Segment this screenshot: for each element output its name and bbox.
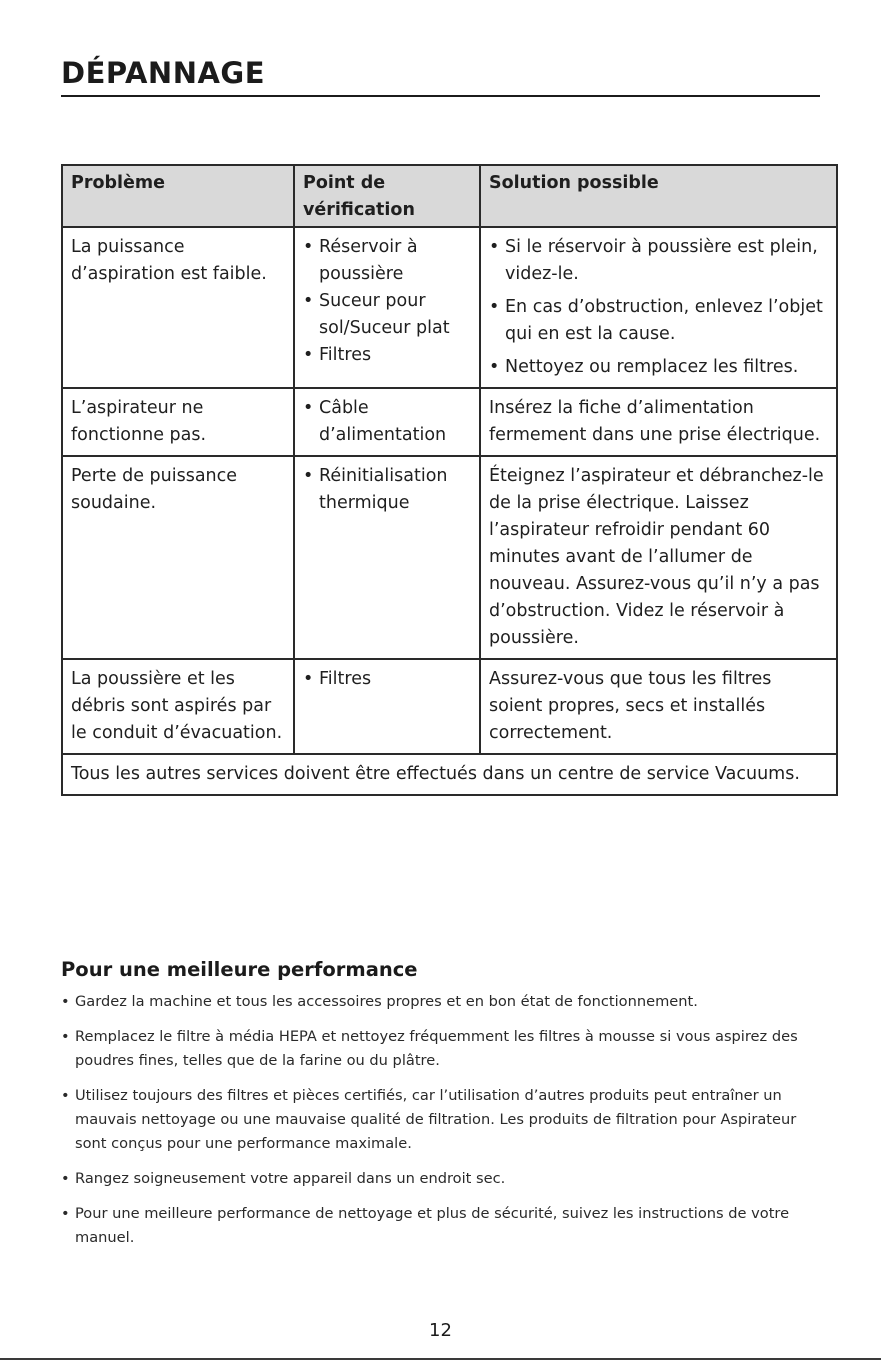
check-item: • Filtres (303, 342, 471, 369)
performance-tips-list (61, 990, 821, 1261)
table-row (62, 388, 837, 456)
service-note: Tous les autres services doivent être effectués dans un centre de service Vacuums. (62, 754, 837, 795)
check-list (303, 666, 471, 693)
check-cell (294, 227, 480, 388)
bottom-divider (0, 1358, 881, 1360)
check-item: • Réservoir à poussière (303, 234, 471, 288)
check-item: • Réinitialisation thermique (303, 463, 471, 517)
solution-item: • En cas d’obstruction, enlevez l’objet qui en est la cause. (489, 294, 828, 348)
list-item: • Rangez soigneusement votre appareil dans un endroit sec. (61, 1167, 821, 1191)
table-header-row (62, 165, 837, 227)
check-list (303, 395, 471, 449)
solution-list (489, 234, 828, 381)
check-cell (294, 659, 480, 754)
list-item: • Gardez la machine et tous les accessoires propres et en bon état de fonctionnement. (61, 990, 821, 1014)
check-item: • Filtres (303, 666, 471, 693)
solution-cell: Éteignez l’aspirateur et débranchez-le de la prise électrique. Laissez l’aspirateur refroidir pendant 60 minutes avant de l’allumer de nouveau. Assurez-vous qu’il n’y a pas d’obstruction. Videz le réservoir à poussière. (480, 456, 837, 659)
problem-cell: La poussière et les débris sont aspirés par le conduit d’évacuation. (62, 659, 294, 754)
list-item: • Remplacez le filtre à média HEPA et nettoyez fréquemment les filtres à mousse si vous aspirez des poudres fines, telles que de la farine ou du plâtre. (61, 1025, 821, 1073)
solution-item: • Nettoyez ou remplacez les filtres. (489, 354, 828, 381)
header-solution: Solution possible (480, 165, 837, 227)
check-item: • Câble d’alimentation (303, 395, 471, 449)
table-row (62, 456, 837, 659)
check-cell (294, 456, 480, 659)
header-problem: Problème (62, 165, 294, 227)
list-item: • Pour une meilleure performance de nettoyage et plus de sécurité, suivez les instructions de votre manuel. (61, 1202, 821, 1250)
check-item: • Suceur pour sol/Suceur plat (303, 288, 471, 342)
table-row (62, 227, 837, 388)
check-cell (294, 388, 480, 456)
header-check-point: Point de vérification (294, 165, 480, 227)
solution-cell: Insérez la fiche d’alimentation fermement dans une prise électrique. (480, 388, 837, 456)
problem-cell: L’aspirateur ne fonctionne pas. (62, 388, 294, 456)
table-row (62, 659, 837, 754)
troubleshooting-table (61, 164, 838, 796)
list-item: • Utilisez toujours des filtres et pièces certifiés, car l’utilisation d’autres produits peut entraîner un mauvais nettoyage ou une mauvaise qualité de filtration. Les produits de filtration pour Aspirateur sont conçus pour une performance maximale. (61, 1084, 821, 1156)
solution-cell: Assurez-vous que tous les filtres soient propres, secs et installés correctement. (480, 659, 837, 754)
problem-cell: La puissance d’aspiration est faible. (62, 227, 294, 388)
check-list (303, 463, 471, 517)
check-list (303, 234, 471, 369)
performance-heading: Pour une meilleure performance (61, 958, 418, 981)
solution-cell (480, 227, 837, 388)
page-title: DÉPANNAGE (61, 56, 266, 90)
title-divider (61, 95, 820, 97)
table-footer-row (62, 754, 837, 795)
page-number: 12 (429, 1320, 452, 1341)
problem-cell: Perte de puissance soudaine. (62, 456, 294, 659)
solution-item: • Si le réservoir à poussière est plein, videz-le. (489, 234, 828, 288)
